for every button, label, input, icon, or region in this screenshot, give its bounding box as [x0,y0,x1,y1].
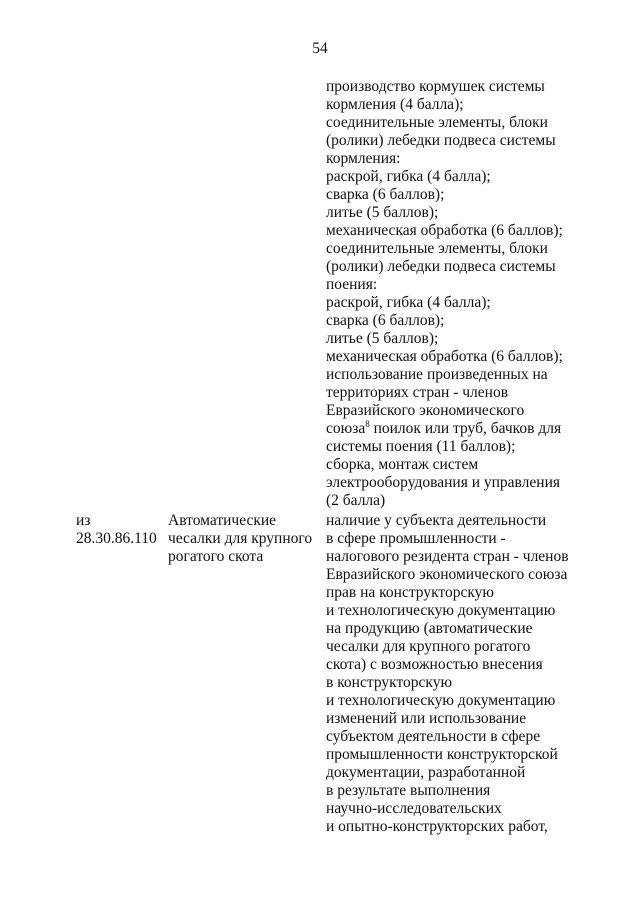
text-line: документации, разработанной [326,764,526,781]
text-line: и опытно-конструкторских работ, [326,818,548,835]
text-line: промышленности конструкторской [326,746,558,763]
product-name-cell [168,512,318,566]
text-line: сварка (6 баллов); [326,312,445,329]
text-line: и технологическую документацию [326,692,556,709]
text-line: сборка, монтаж систем [326,456,479,473]
name-line: Автоматические [168,512,277,529]
name-line: рогатого скота [168,548,264,565]
text-line: Евразийского экономического союза [326,566,568,583]
text-line: соединительные элементы, блоки [326,240,548,257]
text-line: на продукцию (автоматические [326,620,533,637]
text-line: системы поения (11 баллов); [326,438,516,455]
text-line: в сфере промышленности - [326,530,506,547]
name-line: чесалки для крупного [168,530,313,547]
footnote-reference: 8 [365,418,370,429]
text-line: субъектом деятельности в сфере [326,728,541,745]
text-line: электрооборудования и управления [326,474,560,491]
code-line: из [76,512,91,529]
text-line: сварка (6 баллов); [326,186,445,203]
text-line: литье (5 баллов); [326,204,439,221]
page-number: 54 [312,40,328,57]
text-line: (ролики) лебедки подвеса системы [326,258,556,275]
text-line: литье (5 баллов); [326,330,439,347]
text-line: поения: [326,276,378,293]
text-line: использование произведенных на [326,366,548,383]
text-line: раскрой, гибка (4 балла); [326,168,491,185]
text-line: и технологическую документацию [326,602,556,619]
text-line: производство кормушек системы [326,78,545,95]
text-line: в конструкторскую [326,674,453,691]
text-line: в результате выполнения [326,782,491,799]
code-line: 28.30.86.110 [76,530,157,547]
text-line: научно-исследовательских [326,800,502,817]
text-line: соединительные элементы, блоки [326,114,548,131]
product-code-cell [76,512,166,548]
continuation-requirements [326,78,626,510]
text-line: (2 балла) [326,492,386,509]
text-line: кормления: [326,150,401,167]
text-line: налогового резидента стран - членов [326,548,569,565]
text-line: изменений или использование [326,710,527,727]
text-line: скота) с возможностью внесения [326,656,543,673]
text-line: прав на конструкторскую [326,584,495,601]
text-line: (ролики) лебедки подвеса системы [326,132,556,149]
text-line-with-footnote [326,420,626,438]
text-line: Евразийского экономического [326,402,525,419]
text-line: чесалки для крупного рогатого [326,638,531,655]
text-line: раскрой, гибка (4 балла); [326,294,491,311]
requirements-cell [326,512,626,836]
text-line: кормления (4 балла); [326,96,464,113]
text-line: механическая обработка (6 баллов); [326,348,563,365]
text-line: механическая обработка (6 баллов); [326,222,563,239]
text-line: территориях стран - членов [326,384,509,401]
text-fragment: союза [326,420,366,437]
text-fragment: поилок или труб, бачков для [369,420,562,437]
text-line: наличие у субъекта деятельности [326,512,547,529]
